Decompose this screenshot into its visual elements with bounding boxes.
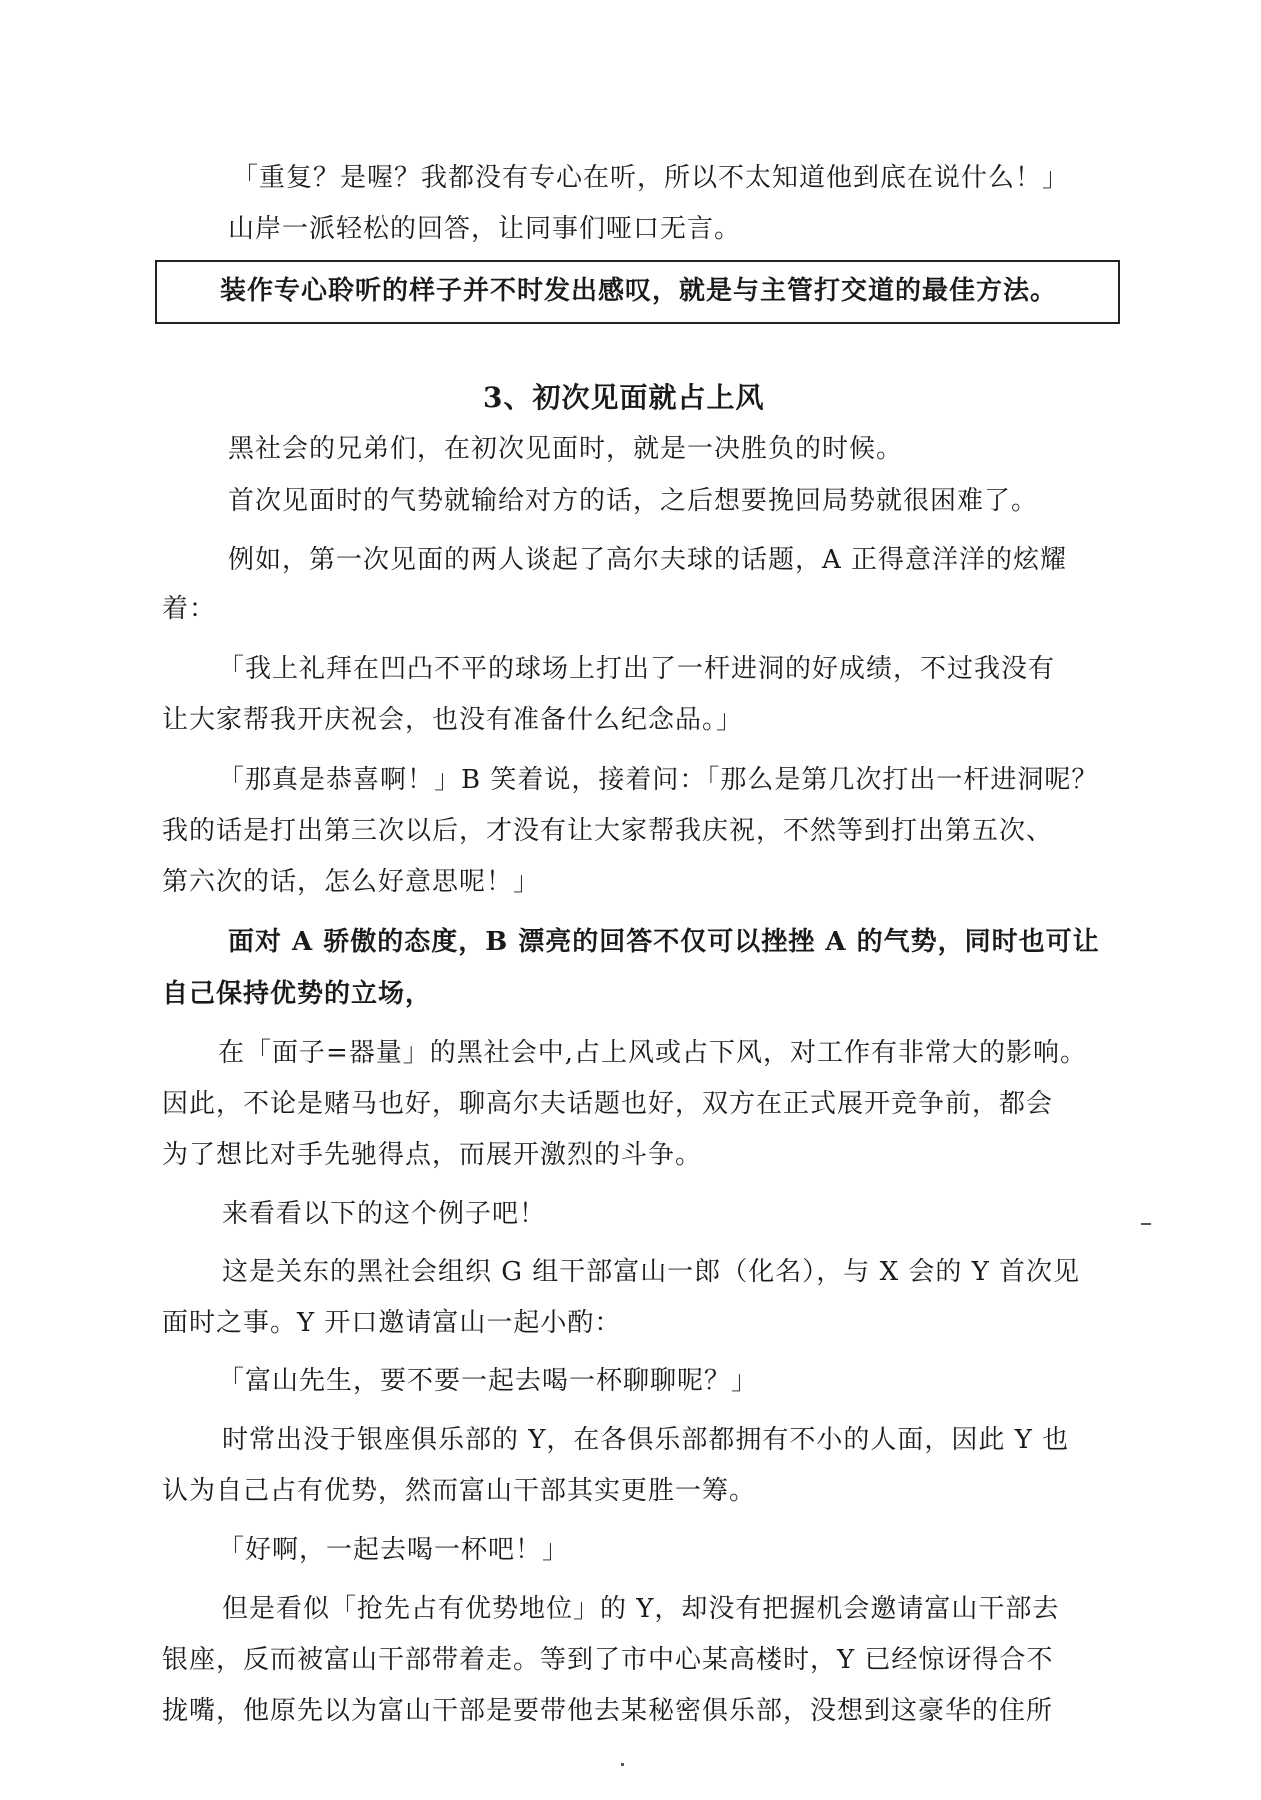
text-line: 「我上礼拜在凹凸不平的球场上打出了一杆进洞的好成绩，不过我没有	[218, 654, 1056, 684]
text-line: 自己保持优势的立场，	[162, 979, 433, 1009]
text-line: 「重复？是喔？我都没有专心在听，所以不太知道他到底在说什么！」	[232, 163, 1070, 193]
text-line: 认为自己占有优势，然而富山干部其实更胜一筹。	[162, 1476, 757, 1506]
text-line: 银座，反而被富山干部带着走。等到了市中心某高楼时，Y 已经惊讶得合不	[162, 1645, 1054, 1675]
text-line: 面对 A 骄傲的态度，B 漂亮的回答不仅可以挫挫 A 的气势，同时也可让	[228, 927, 1100, 957]
scan-speck	[621, 1763, 624, 1766]
text-line: 黑社会的兄弟们，在初次见面时，就是一决胜负的时候。	[228, 434, 904, 464]
text-line: 「那真是恭喜啊！」B 笑着说，接着问：「那么是第几次打出一杆进洞呢？	[218, 765, 1099, 795]
text-line: 来看看以下的这个例子吧！	[222, 1199, 547, 1229]
text-line: 第六次的话，怎么好意思呢！」	[162, 867, 541, 897]
text-line: 让大家帮我开庆祝会，也没有准备什么纪念品。」	[162, 705, 744, 735]
text-line: 着：	[162, 594, 217, 624]
text-line: 首次见面时的气势就输给对方的话，之后想要挽回局势就很困难了。	[228, 486, 1039, 516]
text-line: 「富山先生，要不要一起去喝一杯聊聊呢？」	[218, 1366, 759, 1396]
text-line: 「好啊，一起去喝一杯吧！」	[218, 1535, 570, 1565]
text-line: 为了想比对手先驰得点，而展开激烈的斗争。	[162, 1140, 703, 1170]
text-line: 我的话是打出第三次以后，才没有让大家帮我庆祝，不然等到打出第五次、	[162, 816, 1054, 846]
text-line: 山岸一派轻松的回答，让同事们哑口无言。	[228, 214, 742, 244]
text-line: 在「面子=器量」的黑社会中,占上风或占下风，对工作有非常大的影响。	[218, 1038, 1088, 1068]
text-line: 这是关东的黑社会组织 G 组干部富山一郎（化名），与 X 会的 Y 首次见	[222, 1257, 1081, 1287]
scan-speck	[1141, 1223, 1151, 1225]
text-line: 拢嘴，他原先以为富山干部是要带他去某秘密俱乐部，没想到这豪华的住所	[162, 1696, 1054, 1726]
text-line: 时常出没于银座俱乐部的 Y，在各俱乐部都拥有不小的人面，因此 Y 也	[222, 1425, 1070, 1455]
text-line: 但是看似「抢先占有优势地位」的 Y，却没有把握机会邀请富山干部去	[222, 1594, 1060, 1624]
text-line: 面时之事。Y 开口邀请富山一起小酌：	[162, 1308, 622, 1338]
text-line: 因此，不论是赌马也好，聊高尔夫话题也好，双方在正式展开竞争前，都会	[162, 1089, 1054, 1119]
section-heading: 3、初次见面就占上风	[483, 381, 765, 414]
callout-text: 装作专心聆听的样子并不时发出感叹，就是与主管打交道的最佳方法。	[220, 276, 1058, 306]
text-line: 例如，第一次见面的两人谈起了高尔夫球的话题，A 正得意洋洋的炫耀	[228, 545, 1068, 575]
